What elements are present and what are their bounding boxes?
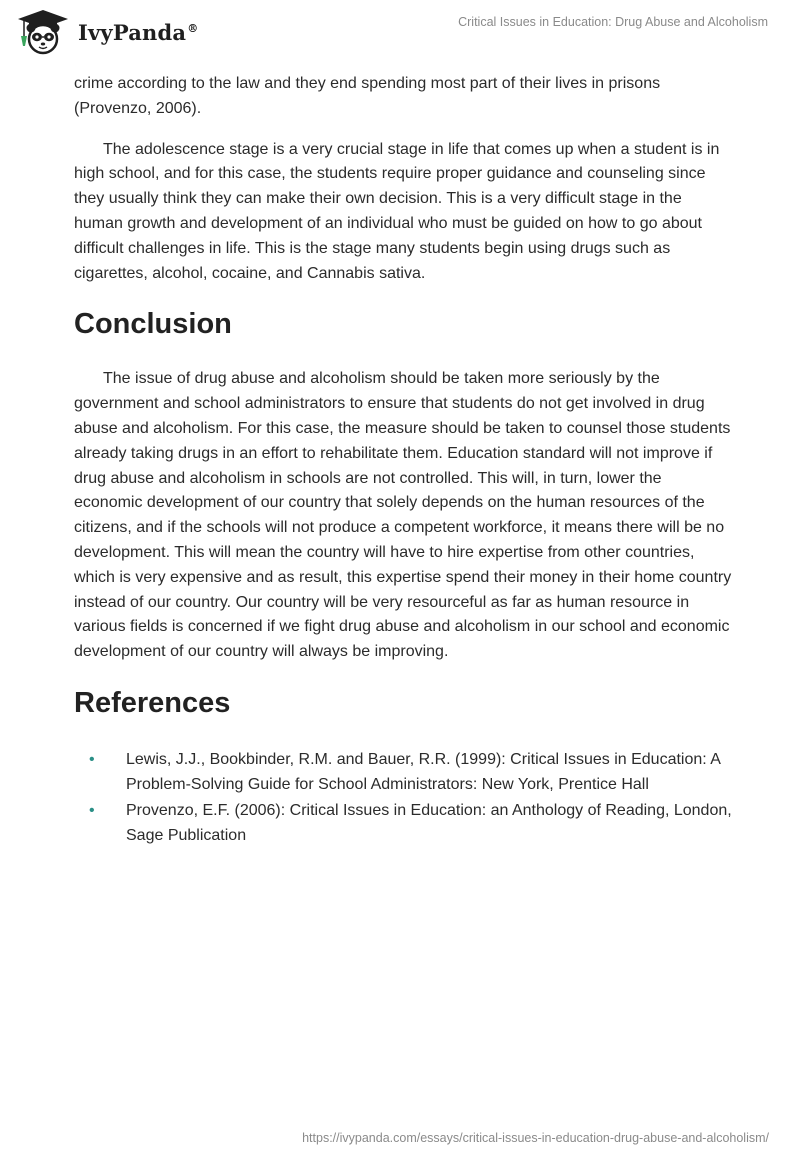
page-header [0,0,800,70]
references-heading: References [74,686,231,719]
paragraph-continued: crime according to the law and they end spending most part of their lives in prisons (Provenzo, 2006). [74,75,661,117]
reference-item [74,747,734,798]
reference-text: Provenzo, E.F. (2006): Critical Issues in Education: an Anthology of Reading, London, Sage Publication [126,801,732,844]
panda-graduate-icon [14,8,72,56]
references-list [74,747,734,848]
document-title: Critical Issues in Education: Drug Abuse and Alcoholism [458,15,768,29]
reference-item [74,798,734,849]
conclusion-paragraph: The issue of drug abuse and alcoholism should be taken more seriously by the government and school administrators to ensure that students do not get involved in drug abuse and alcoholism. For this case, the measure should be taken to counsel those students already taking drugs in an effort to rehabilitate them. Education standard will not improve if drug abuse and alcoholism in schools are not controlled. This will, in turn, lower the economic development of our country that solely depends on the human resources of the citizens, and if the schools will not produce a competent workforce, it means there will be no development. This will mean the country will have to hire expertise from other countries, which is very expensive and as result, this expertise spend their money in their home country instead of our country. Our country will be very resourceful as far as human resource in various fields is concerned if we fight drug abuse and alcoholism in our school and economic development of our country will always be improving. [74,370,732,661]
bullet-icon: • [89,750,95,768]
paragraph-adolescence: The adolescence stage is a very crucial stage in life that comes up when a student is in high school, and for this case, the students require proper guidance and counseling since they usually think they can make their own decision. This is a very difficult stage in the human growth and development of an individual who must be guided on how to go about difficult challenges in life. This is the stage many students begin using drugs such as cigarettes, alcohol, cocaine, and Cannabis sativa. [74,140,720,282]
source-url[interactable]: https://ivypanda.com/essays/critical-issues-in-education-drug-abuse-and-alcoholism/ [302,1131,769,1145]
reference-text: Lewis, J.J., Bookbinder, R.M. and Bauer, R.R. (1999): Critical Issues in Education: A Problem-Solving Guide for School Administrators: New York, Prentice Hall [126,750,721,794]
bullet-icon: • [89,801,95,819]
logo-wordmark: IvyPanda® [78,19,199,45]
essay-content [74,72,734,848]
conclusion-heading: Conclusion [74,308,232,341]
ivypanda-logo[interactable] [14,8,198,56]
